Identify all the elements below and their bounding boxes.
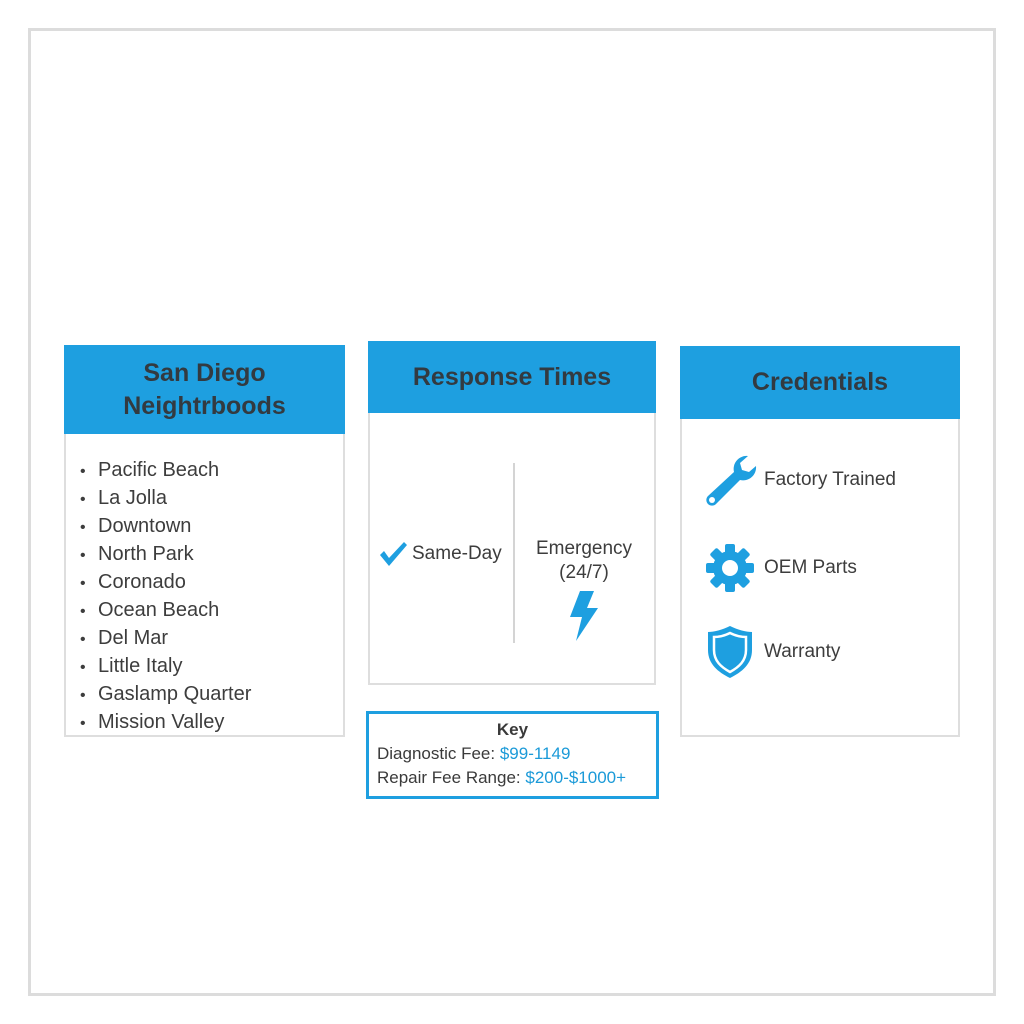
list-item: • Del Mar	[80, 625, 251, 653]
credential-label: OEM Parts	[764, 557, 857, 578]
list-item: • Little Italy	[80, 653, 251, 681]
bullet-icon: •	[80, 463, 86, 480]
list-item: • Coronado	[80, 569, 251, 597]
bullet-icon: •	[80, 519, 86, 536]
checkmark-icon	[378, 539, 408, 569]
neighborhoods-card	[64, 345, 345, 737]
emergency-item	[520, 537, 648, 585]
bullet-icon: •	[80, 547, 86, 564]
neighborhoods-title: San Diego Neightrboods	[64, 345, 345, 434]
column-divider	[513, 463, 515, 643]
credential-label: Factory Trained	[764, 469, 896, 490]
response-times-title: Response Times	[368, 341, 656, 413]
same-day-item	[378, 539, 502, 569]
response-times-card	[368, 341, 656, 685]
same-day-label: Same-Day	[412, 543, 502, 564]
key-row-diagnostic	[369, 742, 656, 766]
bullet-icon: •	[80, 603, 86, 620]
emergency-label: Emergency	[535, 538, 633, 559]
key-row-repair	[369, 766, 656, 790]
credentials-card	[680, 346, 960, 737]
list-item: • Gaslamp Quarter	[80, 681, 251, 709]
list-item: • Downtown	[80, 513, 251, 541]
list-item: • Pacific Beach	[80, 457, 251, 485]
fee-key-box	[366, 711, 659, 799]
list-item: • La Jolla	[80, 485, 251, 513]
bullet-icon: •	[80, 575, 86, 592]
list-item: • Mission Valley	[80, 709, 251, 737]
gear-icon	[702, 540, 758, 596]
wrench-icon	[702, 452, 758, 508]
credential-label: Warranty	[764, 641, 841, 662]
key-label: Diagnostic Fee:	[377, 744, 500, 763]
bullet-icon: •	[80, 631, 86, 648]
credentials-title: Credentials	[680, 346, 960, 419]
key-value: $99-1149	[499, 744, 571, 763]
list-item: • North Park	[80, 541, 251, 569]
key-label: Repair Fee Range:	[377, 768, 526, 787]
bullet-icon: •	[80, 491, 86, 508]
credential-oem-parts	[702, 540, 857, 596]
neighborhoods-list	[80, 457, 251, 737]
bullet-icon: •	[80, 715, 86, 732]
bullet-icon: •	[80, 687, 86, 704]
credential-warranty	[702, 624, 840, 680]
key-value: $200-$1000+	[525, 768, 627, 787]
key-title: Key	[496, 720, 529, 739]
bullet-icon: •	[80, 659, 86, 676]
emergency-hours: (24/7)	[559, 562, 609, 583]
credential-factory-trained	[702, 452, 896, 508]
list-item: • Ocean Beach	[80, 597, 251, 625]
shield-icon	[702, 624, 758, 680]
lightning-bolt-icon	[568, 591, 600, 641]
